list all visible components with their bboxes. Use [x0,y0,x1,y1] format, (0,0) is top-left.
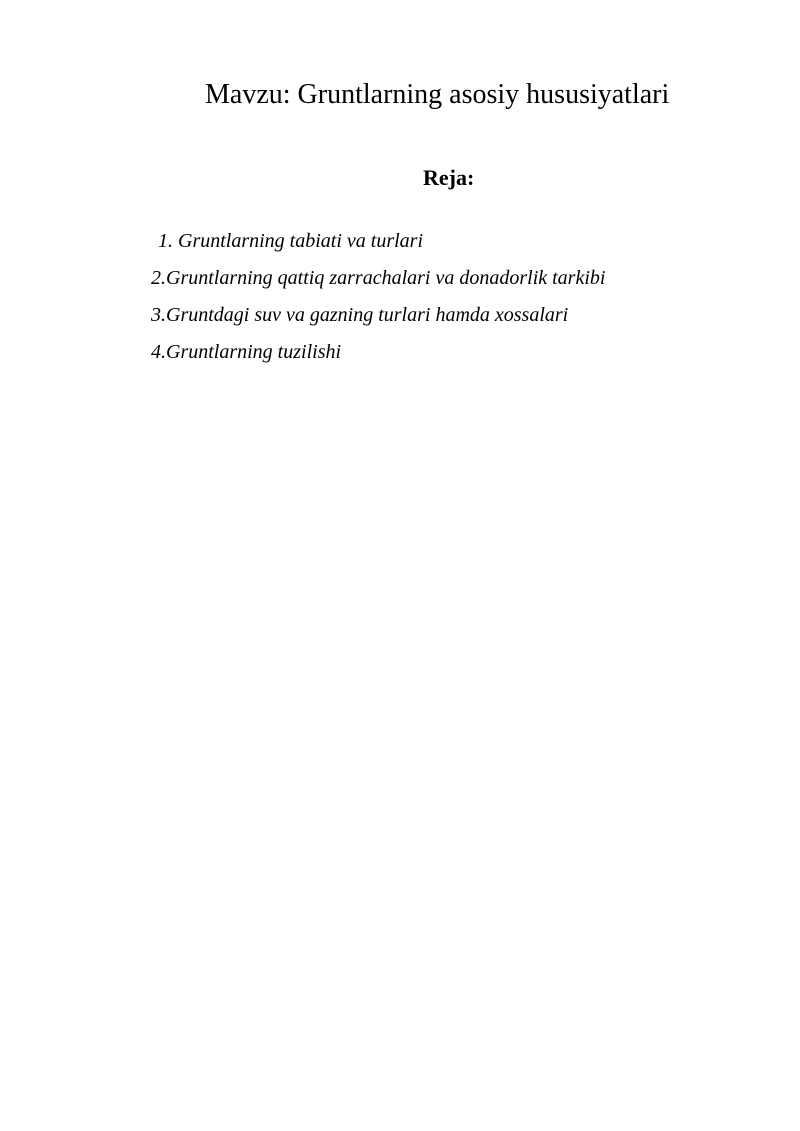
plan-item-number: 1. [158,230,173,252]
plan-item-number: 2. [151,267,166,289]
plan-item-text: Gruntdagi suv va gazning turlari hamda xossalari [166,304,569,326]
plan-item [151,339,605,376]
plan-item-text: Gruntlarning qattiq zarrachalari va donadorlik tarkibi [166,267,606,289]
plan-item-text: Gruntlarning tuzilishi [166,341,342,363]
plan-item-number: 3. [151,304,166,326]
plan-item [151,265,605,302]
plan-item [151,302,605,339]
document-title: Mavzu: Gruntlarning asosiy hususiyatlari [205,79,670,110]
plan-item [151,228,605,265]
plan-item-text: Gruntlarning tabiati va turlari [178,230,424,252]
plan-heading: Reja: [423,165,475,190]
plan-list [151,228,605,376]
plan-item-number: 4. [151,341,166,363]
